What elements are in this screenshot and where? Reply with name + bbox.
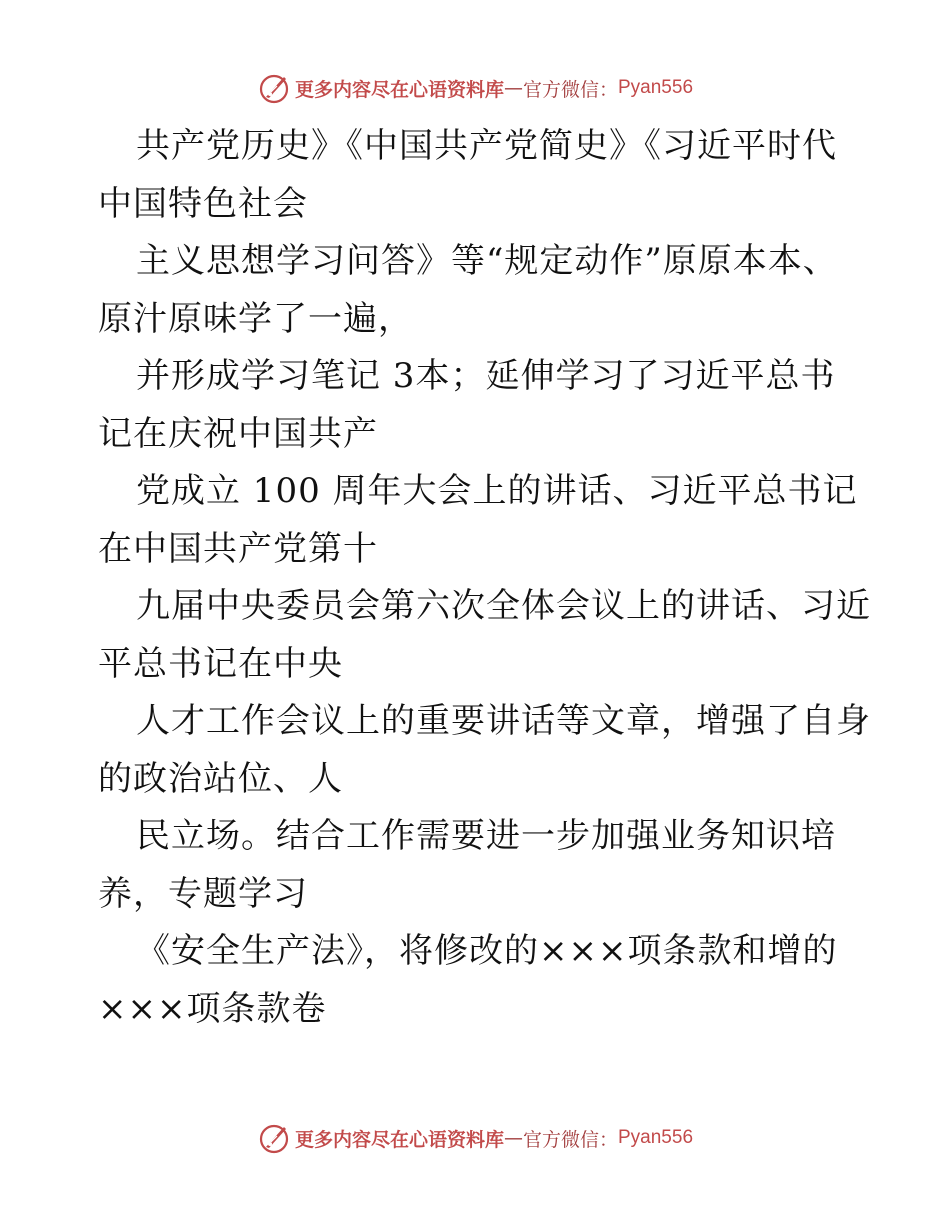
text-line: ×××项条款卷 — [98, 988, 327, 1029]
document-body — [98, 118, 871, 1038]
text-line: 共产党历史》《中国共产党简史》《习近平时代 — [136, 126, 837, 166]
watermark-brand: 更多内容尽在心语资料库 — [294, 1128, 504, 1151]
footer-watermark — [0, 1120, 950, 1156]
text-line: 并形成学习笔记 3本；延伸学习了习近平总书 — [136, 356, 836, 396]
watermark-brand: 更多内容尽在心语资料库 — [294, 78, 504, 101]
watermark-separator: — — [503, 77, 523, 99]
text-line: 平总书记在中央 — [98, 643, 343, 684]
text-line: 在中国共产党第十 — [98, 528, 378, 569]
text-line: 党成立 100 周年大会上的讲话、习近平总书记 — [136, 471, 858, 511]
feather-pen-circle-icon — [257, 70, 293, 106]
watermark-label: 官方微信： — [522, 78, 618, 101]
header-watermark — [0, 70, 950, 106]
text-line: 九届中央委员会第六次全体会议上的讲话、习近 — [136, 586, 871, 626]
watermark-label: 官方微信： — [522, 1128, 618, 1151]
feather-pen-circle-icon — [257, 1120, 293, 1156]
text-line: 的政治站位、人 — [98, 758, 343, 799]
text-line: 中国特色社会 — [98, 183, 308, 224]
text-line: 原汁原味学了一遍， — [98, 298, 413, 339]
watermark-separator: — — [503, 1127, 523, 1149]
text-line: 养，专题学习 — [98, 873, 308, 914]
text-line: 民立场。结合工作需要进一步加强业务知识培 — [136, 816, 836, 856]
text-line: 记在庆祝中国共产 — [98, 413, 378, 454]
watermark-id: Pyan556 — [618, 1127, 694, 1148]
text-line: 主义思想学习问答》等“规定动作”原原本本、 — [136, 241, 838, 281]
watermark-id: Pyan556 — [618, 77, 694, 98]
text-line: 《安全生产法》，将修改的×××项条款和增的 — [136, 931, 838, 971]
text-line: 人才工作会议上的重要讲话等文章，增强了自身 — [136, 701, 871, 741]
